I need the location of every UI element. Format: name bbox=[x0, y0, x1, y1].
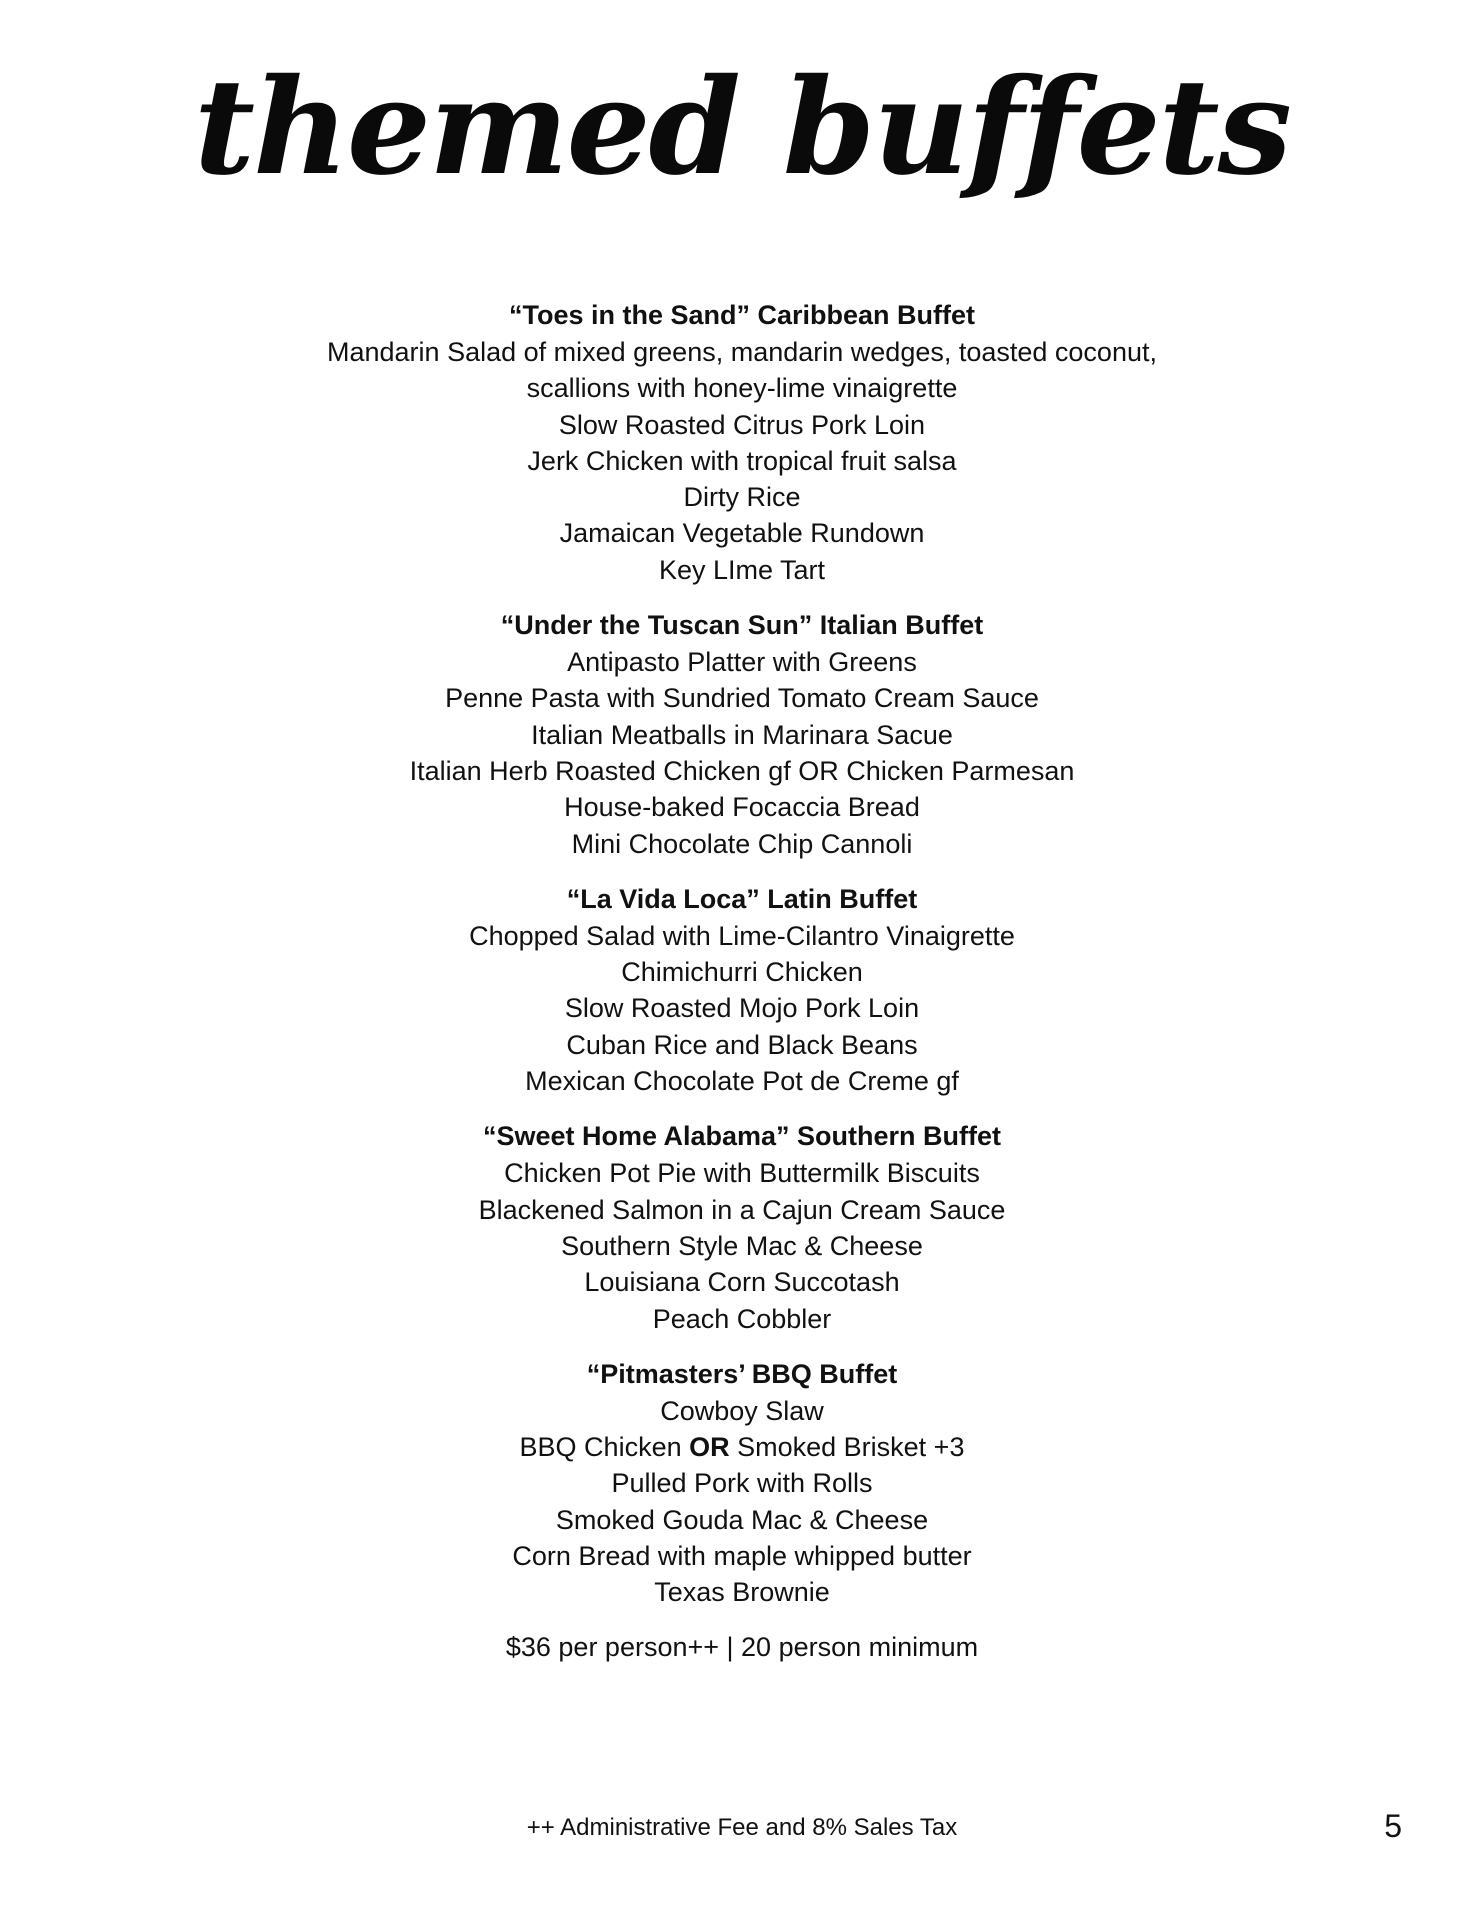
menu-item: Jerk Chicken with tropical fruit salsa bbox=[527, 445, 957, 476]
bbq-choice-or: OR bbox=[689, 1432, 730, 1463]
menu-item: Penne Pasta with Sundried Tomato Cream Sauce bbox=[445, 683, 1039, 714]
menu-item: Italian Meatballs in Marinara Sacue bbox=[531, 719, 953, 750]
latin-buffet-section bbox=[0, 880, 1484, 1099]
menu-item: Mini Chocolate Chip Cannoli bbox=[571, 828, 913, 859]
page-number: 5 bbox=[1384, 1808, 1402, 1844]
menu-item: Dirty Rice bbox=[683, 482, 801, 513]
menu-item: Italian Herb Roasted Chicken gf OR Chicken Parmesan bbox=[409, 755, 1075, 786]
bbq-choice-first: BBQ Chicken bbox=[519, 1432, 690, 1463]
menu-item: Blackened Salmon in a Cajun Cream Sauce bbox=[478, 1194, 1006, 1225]
menu-item: Chopped Salad with Lime-Cilantro Vinaigrette bbox=[469, 920, 1015, 951]
menu-item-bbq-choice bbox=[0, 1429, 1484, 1465]
menu-item: House-baked Focaccia Bread bbox=[564, 792, 920, 823]
menu-item: Corn Bread with maple whipped butter bbox=[512, 1541, 972, 1572]
footer-note: ++ Administrative Fee and 8% Sales Tax bbox=[526, 1814, 958, 1841]
menu-item: Slow Roasted Citrus Pork Loin bbox=[558, 409, 926, 440]
menu-item: Pulled Pork with Rolls bbox=[611, 1468, 873, 1499]
menu-item: Key LIme Tart bbox=[658, 554, 826, 585]
menu-item: Peach Cobbler bbox=[652, 1303, 832, 1334]
menu-item: Antipasto Platter with Greens bbox=[567, 647, 917, 678]
caribbean-buffet-section bbox=[0, 296, 1484, 588]
menu-item: Louisiana Corn Succotash bbox=[584, 1267, 900, 1298]
buffet-menu bbox=[0, 296, 1484, 1665]
menu-item: Mandarin Salad of mixed greens, mandarin wedges, toasted coconut, bbox=[327, 337, 1157, 367]
bbq-buffet-section bbox=[0, 1355, 1484, 1611]
menu-item: Jamaican Vegetable Rundown bbox=[559, 518, 925, 549]
section-heading: “La Vida Loca” Latin Buffet bbox=[566, 883, 918, 914]
section-heading: “Toes in the Sand” Caribbean Buffet bbox=[508, 300, 976, 330]
menu-item: Smoked Gouda Mac & Cheese bbox=[555, 1504, 929, 1535]
bbq-choice-second: Smoked Brisket +3 bbox=[729, 1432, 965, 1463]
section-heading: “Under the Tuscan Sun” Italian Buffet bbox=[500, 610, 984, 641]
menu-item: Cowboy Slaw bbox=[660, 1395, 824, 1426]
pricing-note: $36 per person++ | 20 person minimum bbox=[505, 1631, 979, 1662]
menu-item: Chicken Pot Pie with Buttermilk Biscuits bbox=[504, 1158, 980, 1189]
section-heading: “Pitmasters’ BBQ Buffet bbox=[586, 1358, 898, 1389]
southern-buffet-section bbox=[0, 1117, 1484, 1336]
menu-item: Cuban Rice and Black Beans bbox=[566, 1029, 918, 1060]
section-heading: “Sweet Home Alabama” Southern Buffet bbox=[482, 1121, 1002, 1152]
menu-item: Chimichurri Chicken bbox=[621, 957, 863, 988]
italian-buffet-section bbox=[0, 606, 1484, 862]
menu-item: scallions with honey-lime vinaigrette bbox=[526, 373, 958, 404]
menu-item: Mexican Chocolate Pot de Creme gf bbox=[525, 1066, 959, 1097]
page-title: themed buffets bbox=[194, 50, 1290, 205]
menu-item: Slow Roasted Mojo Pork Loin bbox=[564, 993, 920, 1024]
menu-item: Texas Brownie bbox=[654, 1577, 830, 1608]
menu-item: Southern Style Mac & Cheese bbox=[561, 1230, 923, 1261]
